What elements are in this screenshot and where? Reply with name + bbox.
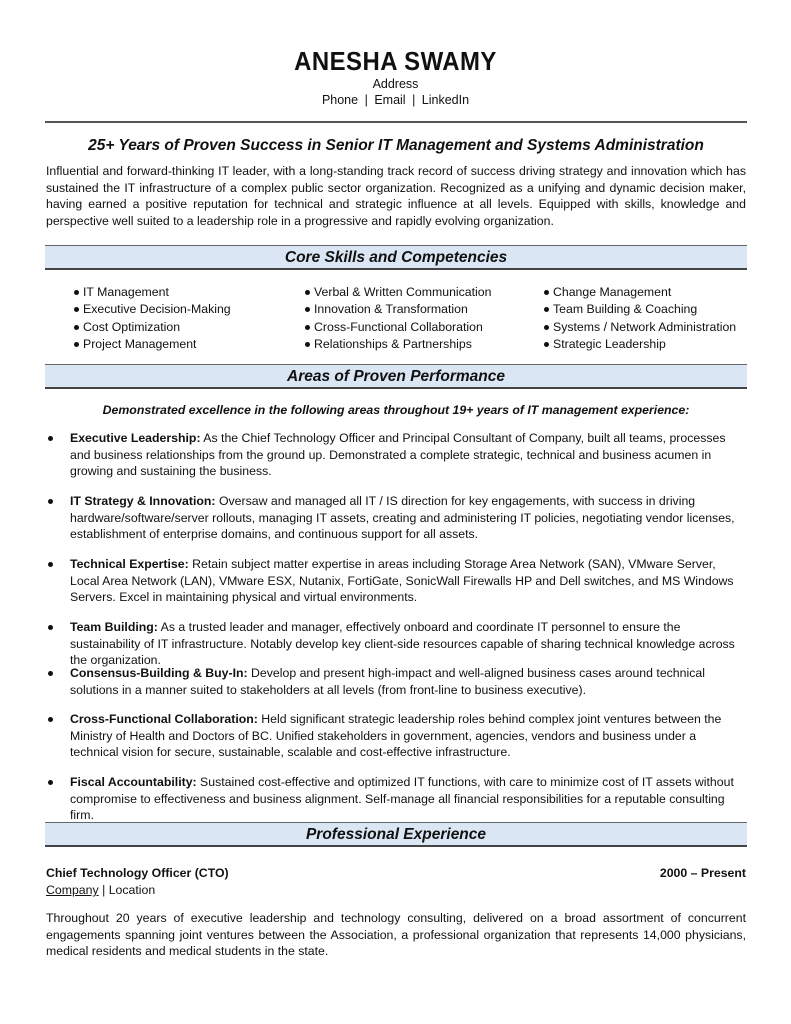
- bullet-icon: [48, 780, 53, 785]
- performance-item: [46, 619, 746, 669]
- bullet-icon: [48, 625, 53, 630]
- job-employer-line: [46, 883, 155, 897]
- performance-item: [46, 665, 746, 698]
- performance-item-title: Technical Expertise:: [70, 557, 189, 571]
- performance-item-text: As the Chief Technology Officer and Principal Consultant of Company, built all teams, processes and business relationships from the ground up. Demonstrated a complete strategic, technical and business acumen in growing and sustaining the business.: [70, 431, 726, 478]
- candidate-name: ANESHA SWAMY: [294, 46, 497, 76]
- performance-item-text: Retain subject matter expertise in areas including Storage Area Network (SAN), VMware Server, Local Area Network (LAN), VMware ESX, Nutanix, FortiGate, SonicWall Firewalls HP and Dell switches, and MS Windows Servers. Excel in maintaining physical and virtual environments.: [70, 557, 734, 604]
- job-company: Company: [46, 883, 99, 897]
- skill-item: Strategic Leadership: [530, 336, 736, 353]
- performance-intro: Demonstrated excellence in the following areas throughout 19+ years of IT management experience:: [102, 403, 690, 417]
- job-separator: |: [102, 883, 106, 897]
- contact-phone: Phone: [321, 93, 359, 107]
- contact-linkedin: LinkedIn: [421, 93, 470, 107]
- performance-item-text: Develop and present high-impact and well-aligned business cases around technical solutions in a manner suited to stakeholders at all levels (from front-line to business executive).: [70, 666, 705, 697]
- job-title: Chief Technology Officer (CTO): [46, 866, 229, 880]
- section-heading-skills: Core Skills and Competencies: [45, 245, 747, 270]
- job-location: Location: [108, 883, 156, 897]
- skill-item: Systems / Network Administration: [530, 319, 736, 336]
- performance-item-text: Oversaw and managed all IT / IS direction for key engagements, with success in driving hardware/software/server rollouts, managing IT assets, creating and administering IT policies, negotiating vendor licenses, establishment of enterprise domains, and continuous support for all assets.: [70, 494, 735, 541]
- job-dates: 2000 – Present: [659, 866, 746, 880]
- contact-separator: |: [364, 93, 368, 107]
- professional-summary: Influential and forward-thinking IT leader, with a long-standing track record of success driving strategy and innovation which has sustained the IT infrastructure of a complex public sector organization. Recognized as a unifying and dynamic decision maker, having earned a positive reputation for technical and strategic influence at all levels. Equipped with skills, knowledge and perspective well suited to a leadership role in a progressive and rapidly evolving organization.: [46, 164, 746, 228]
- skill-item: Executive Decision-Making: [60, 301, 231, 318]
- performance-item-text: Held significant strategic leadership roles behind complex joint ventures between the Ministry of Health and Doctors of BC. Unified stakeholders in government, agencies, vendors and business under a technical vision for secure, sustainable, scalable and cost-effective infrastructure.: [70, 712, 722, 759]
- skill-item: Project Management: [60, 336, 231, 353]
- bullet-icon: [48, 499, 53, 504]
- performance-item: [46, 711, 746, 761]
- skill-item: IT Management: [60, 284, 231, 301]
- contact-separator: |: [412, 93, 416, 107]
- skill-item: Cost Optimization: [60, 319, 231, 336]
- performance-item-title: Cross-Functional Collaboration:: [70, 712, 258, 726]
- performance-item: [46, 493, 746, 543]
- performance-item-title: Executive Leadership:: [70, 431, 201, 445]
- contact-line: [0, 93, 791, 107]
- contact-email: Email: [374, 93, 406, 107]
- skill-item: Change Management: [530, 284, 736, 301]
- resume-headline: 25+ Years of Proven Success in Senior IT Management and Systems Administration: [88, 137, 704, 154]
- skill-item: Verbal & Written Communication: [291, 284, 491, 301]
- skill-item: Innovation & Transformation: [291, 301, 491, 318]
- skills-column-3: [530, 284, 736, 353]
- section-heading-performance: Areas of Proven Performance: [45, 364, 747, 389]
- skill-item: Cross-Functional Collaboration: [291, 319, 491, 336]
- job-description: Throughout 20 years of executive leadership and technology consulting, delivered on a broad assortment of concurrent engagements spanning joint ventures between the Association, a professional organization that represents 14,000 physicians, medical residents and medical students in the state.: [46, 911, 746, 958]
- skill-item: Team Building & Coaching: [530, 301, 736, 318]
- contact-address: Address: [372, 77, 419, 91]
- performance-item-title: IT Strategy & Innovation:: [70, 494, 216, 508]
- bullet-icon: [48, 562, 53, 567]
- performance-item-text: As a trusted leader and manager, effectively onboard and coordinate IT personnel to ensure the sustainability of IT infrastructure. Notably develop key client-side resources capable of sharing technical knowledge across the organization.: [70, 620, 735, 667]
- bullet-icon: [48, 671, 53, 676]
- skills-column-1: [60, 284, 231, 353]
- header-divider: [45, 121, 747, 123]
- skill-item: Relationships & Partnerships: [291, 336, 491, 353]
- performance-item-text: Sustained cost-effective and optimized IT functions, with care to minimize cost of IT assets without compromise to effectiveness and business alignment. Self-manage all financial responsibilities for a reputable consulting firm.: [70, 775, 734, 822]
- performance-item: [46, 430, 746, 480]
- performance-item: [46, 774, 746, 824]
- performance-item-title: Team Building:: [70, 620, 158, 634]
- bullet-icon: [48, 717, 53, 722]
- bullet-icon: [48, 436, 53, 441]
- section-heading-experience: Professional Experience: [45, 822, 747, 847]
- performance-item-title: Fiscal Accountability:: [70, 775, 197, 789]
- performance-item-title: Consensus-Building & Buy-In:: [70, 666, 248, 680]
- skills-column-2: [291, 284, 491, 353]
- performance-item: [46, 556, 746, 606]
